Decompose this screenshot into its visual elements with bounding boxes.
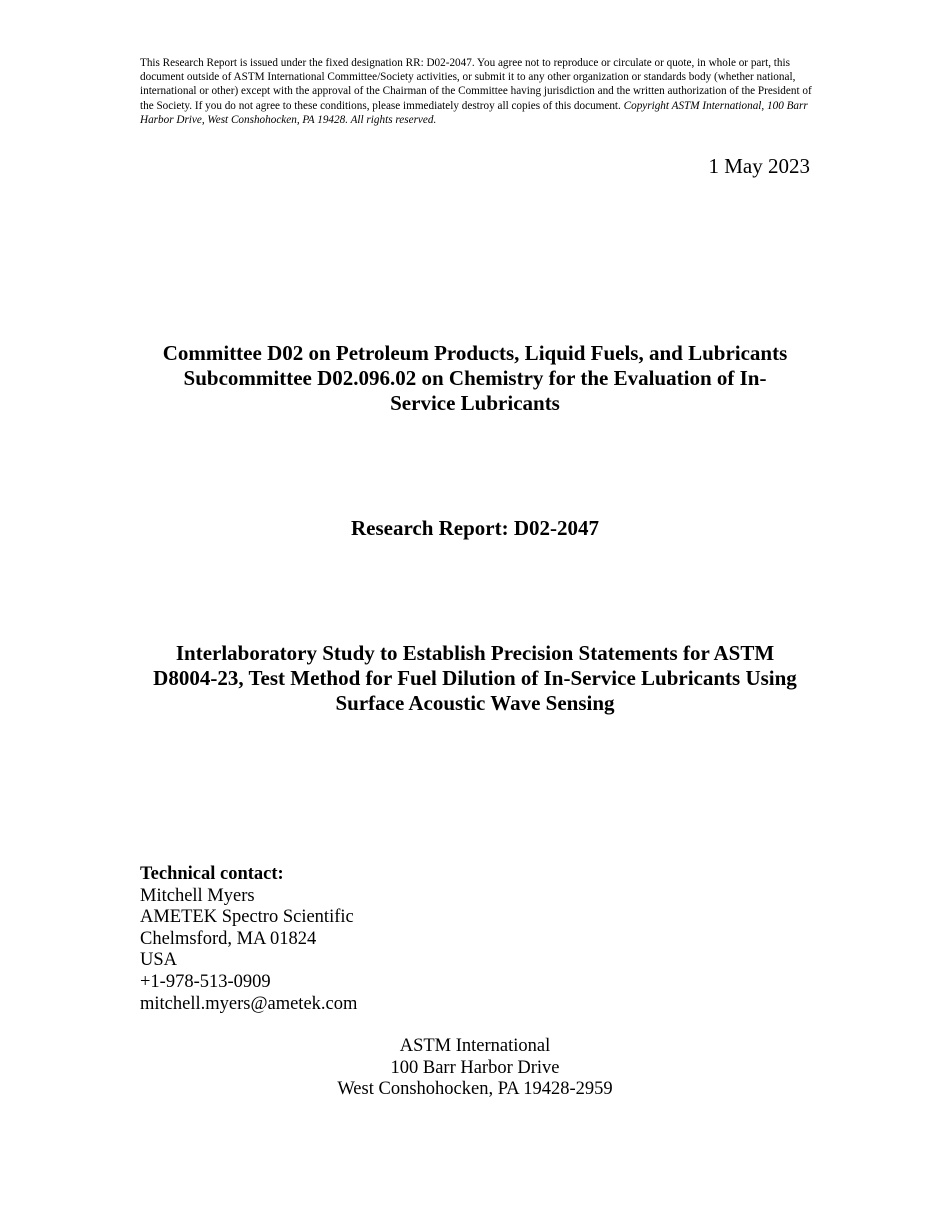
study-title-line-3: Surface Acoustic Wave Sensing: [335, 691, 615, 715]
report-title: Research Report: D02-2047: [350, 516, 600, 540]
committee-line-3: Service Lubricants: [390, 391, 560, 415]
notice-copyright: Copyright ASTM International, 100 Barr Harbor Drive, West Conshohocken, PA 19428. All rights reserved.: [140, 99, 808, 126]
study-title-line-1: Interlaboratory Study to Establish Precision Statements for ASTM: [175, 641, 775, 665]
study-title-line-2: D8004-23, Test Method for Fuel Dilution of In-Service Lubricants Using: [153, 666, 797, 690]
contact-name: Mitchell Myers: [140, 885, 255, 906]
astm-address: [140, 1036, 810, 1101]
astm-street: 100 Barr Harbor Drive: [390, 1057, 560, 1078]
contact-company: AMETEK Spectro Scientific: [140, 907, 354, 928]
copyright-notice: [140, 56, 812, 127]
contact-label: Technical contact:: [140, 864, 284, 884]
contact-email: mitchell.myers@ametek.com: [140, 993, 358, 1014]
report-date: 1 May 2023: [708, 154, 810, 178]
committee-heading: [140, 341, 810, 416]
notice-text: This Research Report is issued under the fixed designation RR: D02-2047. You agree not to reproduce or circulate or quote, in whole or part, this document outside of ASTM International Committee/Society activities, or submit it to any other organization or standards body (whether national, international or other) except with the approval of the Chairman of the Committee having jurisdiction and the written authorization of the President of the Society. If you do not agree to these conditions, please immediately destroy all copies of this document.: [140, 57, 812, 112]
astm-name: ASTM International: [399, 1036, 551, 1056]
committee-line-1: Committee D02 on Petroleum Products, Liquid Fuels, and Lubricants: [162, 341, 788, 365]
contact-phone: +1-978-513-0909: [140, 971, 271, 992]
technical-contact: [140, 864, 357, 1015]
astm-city: West Conshohocken, PA 19428-2959: [337, 1079, 613, 1100]
committee-line-2: Subcommittee D02.096.02 on Chemistry for the Evaluation of In-: [183, 366, 767, 390]
contact-country: USA: [140, 950, 178, 971]
contact-city: Chelmsford, MA 01824: [140, 928, 317, 949]
study-title: [140, 641, 810, 716]
